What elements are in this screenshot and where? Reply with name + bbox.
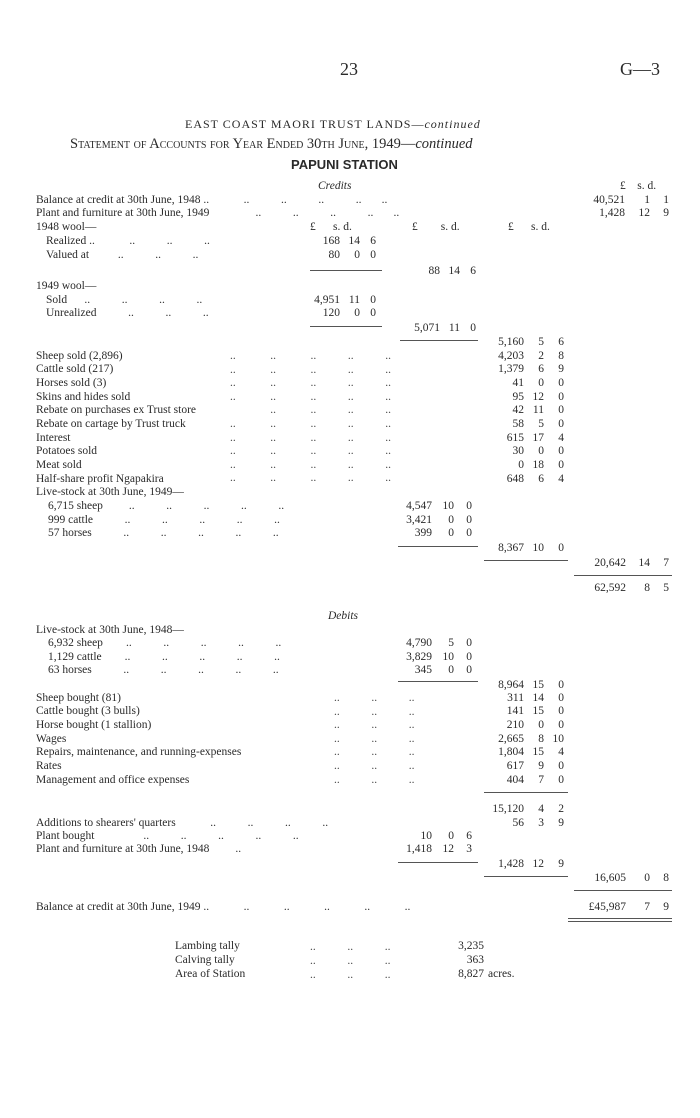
- credit-item-label: Interest: [36, 432, 71, 444]
- credit-item-d: 0: [558, 418, 564, 430]
- balance-1948-s: 1: [644, 194, 650, 206]
- livestock-1949-pounds: 399: [414, 527, 432, 539]
- livestock-1948-d: 0: [466, 637, 472, 649]
- debits-subtotal-d: 2: [558, 803, 564, 815]
- plant-bought-d: 6: [466, 830, 472, 842]
- livestock-1949-d: 0: [466, 527, 472, 539]
- debit-item-s: 15: [532, 705, 544, 717]
- currency-header-col5: £ s. d.: [620, 180, 657, 192]
- debits-total-d: 8: [663, 872, 669, 884]
- credit-label-plant-1949: Plant and furniture at 30th June, 1949 .. .. .. .. ..: [36, 207, 400, 219]
- debits-total-s: 0: [644, 872, 650, 884]
- livestock-1949-d: 0: [466, 500, 472, 512]
- debit-item-d: 0: [558, 719, 564, 731]
- plant-1948-label: Plant and furniture at 30th June, 1948 ..: [36, 843, 242, 855]
- plant-1948-pounds: 1,418: [406, 843, 432, 855]
- debit-item-pounds: 311: [507, 692, 524, 704]
- livestock-1949-total-pounds: 8,367: [498, 542, 524, 554]
- wool-1949-sold-label: Sold .. .. .. ..: [46, 294, 203, 306]
- debit-item-s: 0: [538, 719, 544, 731]
- statement-title: [70, 136, 473, 153]
- wool-1948-label: 1948 wool—: [36, 221, 97, 233]
- livestock-1949-s: 10: [442, 500, 454, 512]
- wool-1948-valued-label: Valued at .. .. ..: [46, 249, 199, 261]
- credit-item-s: 18: [532, 459, 544, 471]
- wool-total-pounds: 5,160: [498, 336, 524, 348]
- additions-pounds: 56: [512, 817, 524, 829]
- debit-item-pounds: 617: [506, 760, 524, 772]
- credit-item-label: Skins and hides sold: [36, 391, 131, 403]
- credit-item-d: 9: [558, 363, 564, 375]
- livestock-1948-total-d: 0: [558, 679, 564, 691]
- currency-header-col1: £ s. d.: [310, 221, 352, 233]
- plant-1949-d: 9: [663, 207, 669, 219]
- wool-1949-unrealized-pounds: 120: [322, 307, 340, 319]
- credit-item-label: Potatoes sold: [36, 445, 98, 457]
- currency-header-col2: £ s. d.: [412, 221, 460, 233]
- page-number: 23: [340, 59, 358, 79]
- wool-total-d: 6: [558, 336, 564, 348]
- credit-item-pounds: 0: [518, 459, 524, 471]
- wool-1948-total-pounds: 88: [428, 265, 440, 277]
- debit-item-pounds: 1,804: [498, 746, 524, 758]
- livestock-1949-pounds: 3,421: [406, 514, 432, 526]
- wool-1948-realized-pounds: 168: [322, 235, 340, 247]
- plant-1948-s: 12: [442, 843, 454, 855]
- rule: [574, 575, 672, 576]
- livestock-1948-d: 0: [466, 651, 472, 663]
- livestock-1948-s: 5: [448, 637, 454, 649]
- credit-item-pounds: 648: [506, 473, 524, 485]
- wool-1949-unrealized-s: 0: [354, 307, 360, 319]
- balance-1948-pounds: 40,521: [593, 194, 625, 206]
- credits-grand-total-d: 5: [663, 582, 669, 594]
- debit-item-label: Wages: [36, 733, 67, 745]
- plant-1949-pounds: 1,428: [599, 207, 625, 219]
- credits-subtotal-s: 14: [638, 557, 650, 569]
- debit-item-label: Management and office expenses: [36, 774, 190, 786]
- rule: [310, 270, 382, 271]
- wool-1948-total-s: 14: [448, 265, 460, 277]
- credit-item-d: 0: [558, 404, 564, 416]
- wool-1948-total-d: 6: [470, 265, 476, 277]
- credit-item-pounds: 58: [512, 418, 524, 430]
- debit-item-d: 0: [558, 760, 564, 772]
- wool-1949-total-d: 0: [470, 322, 476, 334]
- livestock-1949-total-s: 10: [532, 542, 544, 554]
- closing-balance-label: Balance at credit at 30th June, 1949 .. .. .. .. .. ..: [36, 901, 411, 913]
- livestock-1949-s: 0: [448, 514, 454, 526]
- statement-title-text: Statement of Accounts for Year Ended 30th June, 1949—: [70, 136, 416, 152]
- wool-1949-sold-s: 11: [348, 294, 360, 306]
- credit-item-label: Sheep sold (2,896): [36, 350, 123, 362]
- debits-subtotal-pounds: 15,120: [492, 803, 524, 815]
- livestock-1949-pounds: 4,547: [406, 500, 432, 512]
- tally-label: Lambing tally: [175, 940, 240, 952]
- closing-balance-s: 7: [644, 901, 650, 913]
- debit-item-d: 0: [558, 692, 564, 704]
- livestock-1948-pounds: 345: [414, 664, 432, 676]
- debits-total-pounds: 16,605: [594, 872, 626, 884]
- tally-unit: acres.: [488, 968, 515, 980]
- debit-item-label: Repairs, maintenance, and running-expenses: [36, 746, 242, 758]
- plant-total-s: 12: [532, 858, 544, 870]
- wool-1948-valued-d: 0: [370, 249, 376, 261]
- debit-item-s: 15: [532, 746, 544, 758]
- livestock-1948-row-label: 6,932 sheep .. .. .. .. ..: [48, 637, 282, 649]
- title-main-text: EAST COAST MAORI TRUST LANDS—: [185, 117, 425, 131]
- credits-grand-total-pounds: 62,592: [594, 582, 626, 594]
- plant-total-pounds: 1,428: [498, 858, 524, 870]
- credit-item-d: 0: [558, 445, 564, 457]
- livestock-1948-d: 0: [466, 664, 472, 676]
- plant-1949-s: 12: [638, 207, 650, 219]
- credit-item-pounds: 615: [506, 432, 524, 444]
- livestock-1949-total-d: 0: [558, 542, 564, 554]
- rule: [484, 792, 568, 793]
- credits-heading: Credits: [318, 180, 352, 192]
- closing-balance-d: 9: [663, 901, 669, 913]
- additions-s: 3: [538, 817, 544, 829]
- livestock-1948-row-label: 63 horses .. .. .. .. ..: [48, 664, 279, 676]
- wool-total-s: 5: [538, 336, 544, 348]
- credit-item-pounds: 42: [512, 404, 524, 416]
- livestock-1948-pounds: 3,829: [406, 651, 432, 663]
- credit-item-s: 5: [538, 418, 544, 430]
- livestock-1948-label: Live-stock at 30th June, 1948—: [36, 624, 184, 636]
- credit-item-pounds: 41: [512, 377, 524, 389]
- credit-item-d: 0: [558, 377, 564, 389]
- debit-item-d: 0: [558, 705, 564, 717]
- balance-1948-d: 1: [663, 194, 669, 206]
- credits-grand-total-s: 8: [644, 582, 650, 594]
- credit-item-label: Cattle sold (217): [36, 363, 114, 375]
- debit-item-pounds: 2,665: [498, 733, 524, 745]
- credits-subtotal-d: 7: [663, 557, 669, 569]
- tally-label: Calving tally: [175, 954, 235, 966]
- credit-item-s: 6: [538, 363, 544, 375]
- credit-item-d: 4: [558, 473, 564, 485]
- credit-item-label: Rebate on purchases ex Trust store: [36, 404, 197, 416]
- statement-continued: continued: [415, 136, 473, 152]
- credit-item-s: 12: [532, 391, 544, 403]
- closing-balance-pounds: £45,987: [588, 901, 626, 913]
- credit-item-pounds: 4,203: [498, 350, 524, 362]
- credit-item-label: Half-share profit Ngapakira: [36, 473, 164, 485]
- credit-item-s: 6: [538, 473, 544, 485]
- credit-item-pounds: 1,379: [498, 363, 524, 375]
- title-continued: continued: [424, 117, 481, 131]
- wool-1949-sold-d: 0: [370, 294, 376, 306]
- credit-item-d: 4: [558, 432, 564, 444]
- credit-item-d: 8: [558, 350, 564, 362]
- credit-item-label: Rebate on cartage by Trust truck: [36, 418, 186, 430]
- credits-subtotal-pounds: 20,642: [594, 557, 626, 569]
- debit-item-pounds: 141: [506, 705, 524, 717]
- wool-1949-label: 1949 wool—: [36, 280, 97, 292]
- debits-subtotal-s: 4: [538, 803, 544, 815]
- livestock-1948-row-label: 1,129 cattle .. .. .. .. ..: [48, 651, 280, 663]
- debit-item-d: 4: [558, 746, 564, 758]
- wool-1949-unrealized-label: Unrealized .. .. ..: [46, 307, 209, 319]
- livestock-1948-total-s: 15: [532, 679, 544, 691]
- wool-1948-realized-d: 6: [370, 235, 376, 247]
- credit-label-balance-1948: Balance at credit at 30th June, 1948 .. .. .. .. .. ..: [36, 194, 388, 206]
- debit-item-s: 8: [538, 733, 544, 745]
- livestock-1948-s: 10: [442, 651, 454, 663]
- title-main: [185, 117, 481, 132]
- wool-1949-unrealized-d: 0: [370, 307, 376, 319]
- leader-dots: .. .. .. .. .. .. .. .. .. .. .. .. .. .. .. .. .. .. .. .. .. .. .. .. .. .. .. .. .. .. .. .. .. .. .. .. .. .. .. .. .. .. .. .. .. .. .. .. ..: [230, 350, 391, 485]
- credit-item-s: 2: [538, 350, 544, 362]
- rule: [484, 876, 568, 877]
- debit-item-d: 0: [558, 774, 564, 786]
- debit-item-d: 10: [552, 733, 564, 745]
- additions-label: Additions to shearers' quarters .. .. .. ..: [36, 817, 329, 829]
- credit-item-d: 0: [558, 391, 564, 403]
- rule: [398, 546, 478, 547]
- wool-1948-realized-label: Realized .. .. .. ..: [46, 235, 210, 247]
- debit-item-pounds: 210: [506, 719, 524, 731]
- plant-bought-pounds: 10: [420, 830, 432, 842]
- leader-dots: .. .. .. .. .. .. .. .. ..: [310, 941, 391, 981]
- tally-value: 3,235: [458, 940, 484, 952]
- plant-bought-s: 0: [448, 830, 454, 842]
- debit-item-label: Sheep bought (81): [36, 692, 121, 704]
- plant-1948-d: 3: [466, 843, 472, 855]
- rule: [484, 560, 568, 561]
- credit-item-s: 17: [532, 432, 544, 444]
- plant-bought-label: Plant bought .. .. .. .. ..: [36, 830, 299, 842]
- livestock-1949-s: 0: [448, 527, 454, 539]
- livestock-1949-d: 0: [466, 514, 472, 526]
- tally-label: Area of Station: [175, 968, 246, 980]
- debit-item-pounds: 404: [506, 774, 524, 786]
- livestock-1949-row-label: 6,715 sheep .. .. .. .. ..: [48, 500, 285, 512]
- livestock-1949-label: Live-stock at 30th June, 1949—: [36, 486, 184, 498]
- tally-value: 8,827: [458, 968, 484, 980]
- credit-item-d: 0: [558, 459, 564, 471]
- credit-item-label: Meat sold: [36, 459, 82, 471]
- wool-1948-valued-s: 0: [354, 249, 360, 261]
- debit-item-s: 7: [538, 774, 544, 786]
- rule: [310, 326, 382, 327]
- credit-item-pounds: 30: [512, 445, 524, 457]
- debit-item-label: Cattle bought (3 bulls): [36, 705, 140, 717]
- debit-item-label: Horse bought (1 stallion): [36, 719, 152, 731]
- plant-total-d: 9: [558, 858, 564, 870]
- wool-1948-valued-pounds: 80: [328, 249, 340, 261]
- livestock-1948-total-pounds: 8,964: [498, 679, 524, 691]
- double-rule: [568, 918, 672, 922]
- wool-1949-total-pounds: 5,071: [414, 322, 440, 334]
- credit-item-s: 0: [538, 445, 544, 457]
- rule: [398, 681, 478, 682]
- wool-1949-total-s: 11: [448, 322, 460, 334]
- credit-item-s: 11: [532, 404, 544, 416]
- wool-1949-sold-pounds: 4,951: [314, 294, 340, 306]
- livestock-1949-row-label: 57 horses .. .. .. .. ..: [48, 527, 279, 539]
- leader-dots: .. .. .. .. .. .. .. .. .. .. .. .. .. .. .. .. .. .. .. .. ..: [334, 692, 415, 786]
- credit-item-pounds: 95: [512, 391, 524, 403]
- debit-item-s: 14: [532, 692, 544, 704]
- station-name: PAPUNI STATION: [291, 157, 398, 172]
- tally-value: 363: [466, 954, 484, 966]
- livestock-1949-row-label: 999 cattle .. .. .. .. ..: [48, 514, 280, 526]
- credit-item-label: Horses sold (3): [36, 377, 107, 389]
- debit-item-s: 9: [538, 760, 544, 772]
- livestock-1948-pounds: 4,790: [406, 637, 432, 649]
- credit-item-s: 0: [538, 377, 544, 389]
- debit-item-label: Rates: [36, 760, 62, 772]
- additions-d: 9: [558, 817, 564, 829]
- debits-heading: Debits: [328, 610, 359, 622]
- currency-header-col3: £ s. d.: [508, 221, 550, 233]
- rule: [400, 340, 478, 341]
- rule: [574, 890, 672, 891]
- livestock-1948-s: 0: [448, 664, 454, 676]
- wool-1948-realized-s: 14: [348, 235, 360, 247]
- rule: [398, 862, 478, 863]
- document-code: G—3: [620, 59, 660, 79]
